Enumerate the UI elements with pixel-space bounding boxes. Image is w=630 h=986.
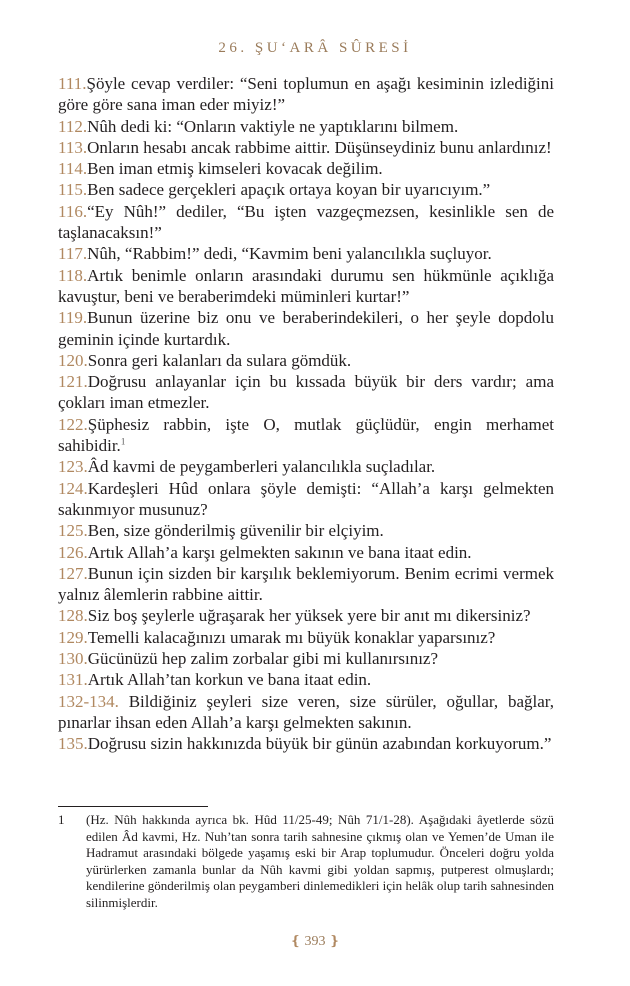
verse-text: Artık Allah’a karşı gelmekten sakının ve bana itaat edin. <box>87 542 472 562</box>
verse-text: Şüphesiz rabbin, işte O, mutlak güçlüdür, engin merhamet sahibidir. <box>58 414 554 456</box>
verse-number: 123. <box>58 457 88 477</box>
verse <box>58 691 554 734</box>
footnote-text: (Hz. Nûh hakkında ayrıca bk. Hûd 11/25-49; Nûh 71/1-28). Aşağıdaki âyetlerde sözü edilen Âd kavmi, Hz. Nuh’tan sonra tarih sahnesine çıkmış olan ve Yemen’de Uman ile Hadramut arasındaki bölgede yaşamış eski bir Arap toplumudur. Önceleri doğru yolda yürürlerken zamanla bunlar da Nûh kavmi gibi yoldan sapmış, putperest olmuşlardı; kendilerine gönderilmiş olan peygamberi dinlemedikleri için helâk olup tarih sahnesinden silinmişlerdir. <box>86 812 554 910</box>
verse <box>58 73 554 116</box>
verse-text: Temelli kalacağınızı umarak mı büyük konaklar yaparsınız? <box>87 627 496 647</box>
verse-number: 111. <box>58 74 87 93</box>
verse-number: 117. <box>58 244 88 264</box>
right-ornament-icon: ❵ <box>329 933 340 948</box>
verse-text: Artık benimle onların arasındaki durumu sen hükmünle açıklığa kavuştur, beni ve beraberimdeki müminleri kurtar!” <box>58 265 554 306</box>
verse-number: 127. <box>58 563 88 583</box>
verse <box>58 669 554 690</box>
verse <box>58 542 554 563</box>
left-ornament-icon: ❴ <box>290 933 301 948</box>
verse-text: Doğrusu sizin hakkınızda büyük bir günün azabından korkuyorum.” <box>87 734 552 754</box>
verse-number: 128. <box>58 606 88 626</box>
verse <box>58 307 554 350</box>
verse <box>58 456 554 477</box>
verse-number: 116. <box>58 201 88 221</box>
verse-text: Âd kavmi de peygamberleri yalancılıkla suçladılar. <box>87 457 436 477</box>
verse <box>58 116 554 137</box>
verse-number: 118. <box>58 265 88 285</box>
running-head: 26. ŞU‘ARÂ SÛRESİ <box>218 40 412 56</box>
verse-number: 112. <box>58 116 88 136</box>
verse <box>58 563 554 606</box>
verse <box>58 648 554 669</box>
verse-number: 124. <box>58 478 88 498</box>
verse-number: 130. <box>58 649 88 669</box>
verse <box>58 733 554 754</box>
page-number: 393 <box>304 934 326 949</box>
verse-text: Gücünüzü hep zalim zorbalar gibi mi kullanırsınız? <box>87 649 439 669</box>
verse <box>58 414 554 457</box>
verse <box>58 350 554 371</box>
verse <box>58 243 554 264</box>
verse-text: Sonra geri kalanları da sulara gömdük. <box>87 350 352 370</box>
verse-text: Siz boş şeylerle uğraşarak her yüksek yere bir anıt mı dikersiniz? <box>87 606 531 626</box>
verse-number: 122. <box>58 414 88 434</box>
verse <box>58 605 554 626</box>
page-number-container <box>0 933 630 950</box>
verse-text: Ben sadece gerçekleri apaçık ortaya koyan bir uyarıcıyım.” <box>87 180 491 200</box>
verse-number: 115. <box>58 180 88 200</box>
footnote <box>58 812 554 912</box>
verse-number: 120. <box>58 350 88 370</box>
verse-text: “Ey Nûh!” dediler, “Bu işten vazgeçmezsen, kesinlikle sen de taşlanacaksın!” <box>58 201 554 243</box>
verse <box>58 371 554 414</box>
verse-number: 125. <box>58 521 88 541</box>
verse-list <box>58 73 554 755</box>
verse <box>58 478 554 521</box>
verse <box>58 265 554 308</box>
verse <box>58 520 554 541</box>
verse <box>58 158 554 179</box>
verse <box>58 201 554 244</box>
verse-number: 126. <box>58 542 88 562</box>
verse-text: Şöyle cevap verdiler: “Seni toplumun en aşağı kesiminin izlediğini göre göre sana iman eder miyiz!” <box>58 74 554 115</box>
verse-number: 113. <box>58 137 88 157</box>
verse-text: Nûh dedi ki: “Onların vaktiyle ne yaptıklarını bilmem. <box>87 116 459 136</box>
verse-number: 121. <box>58 372 88 392</box>
footnote-reference: 1 <box>120 436 126 447</box>
verse-number: 114. <box>58 159 88 179</box>
verse-text: Nûh, “Rabbim!” dedi, “Kavmim beni yalancılıkla suçluyor. <box>87 244 492 264</box>
verse-number: 132-134. <box>58 691 119 711</box>
footnote-mark: 1 <box>58 812 65 827</box>
verse <box>58 179 554 200</box>
verse-number: 119. <box>58 308 88 328</box>
verse <box>58 627 554 648</box>
verse-text: Onların hesabı ancak rabbime aittir. Düşünseydiniz bunu anlardınız! <box>87 137 552 157</box>
verse-text: Artık Allah’tan korkun ve bana itaat edin. <box>87 670 372 690</box>
verse-text: Bunun üzerine biz onu ve beraberindekileri, o her şeyle dopdolu geminin içinde kurtardık. <box>58 308 554 349</box>
verse-text: Kardeşleri Hûd onlara şöyle demişti: “Allah’a karşı gelmekten sakınmıyor musunuz? <box>58 478 554 519</box>
verse-number: 135. <box>58 734 88 754</box>
verse-text: Ben iman etmiş kimseleri kovacak değilim. <box>87 159 383 179</box>
footnote-rule <box>58 806 208 807</box>
verse-number: 129. <box>58 627 88 647</box>
verse-text: Bunun için sizden bir karşılık beklemiyorum. Benim ecrimi vermek yalnız âlemlerin rabbine aittir. <box>58 563 554 605</box>
verse-text: Doğrusu anlayanlar için bu kıssada büyük bir ders vardır; ama çokları iman etmezler. <box>58 372 554 413</box>
verse <box>58 137 554 158</box>
verse-text: Ben, size gönderilmiş güvenilir bir elçiyim. <box>87 521 384 541</box>
verse-number: 131. <box>58 670 88 690</box>
verse-text: Bildiğiniz şeyleri size veren, size sürüler, oğullar, bağlar, pınarlar ihsan eden Allah’a karşı gelmekten sakının. <box>58 691 554 732</box>
